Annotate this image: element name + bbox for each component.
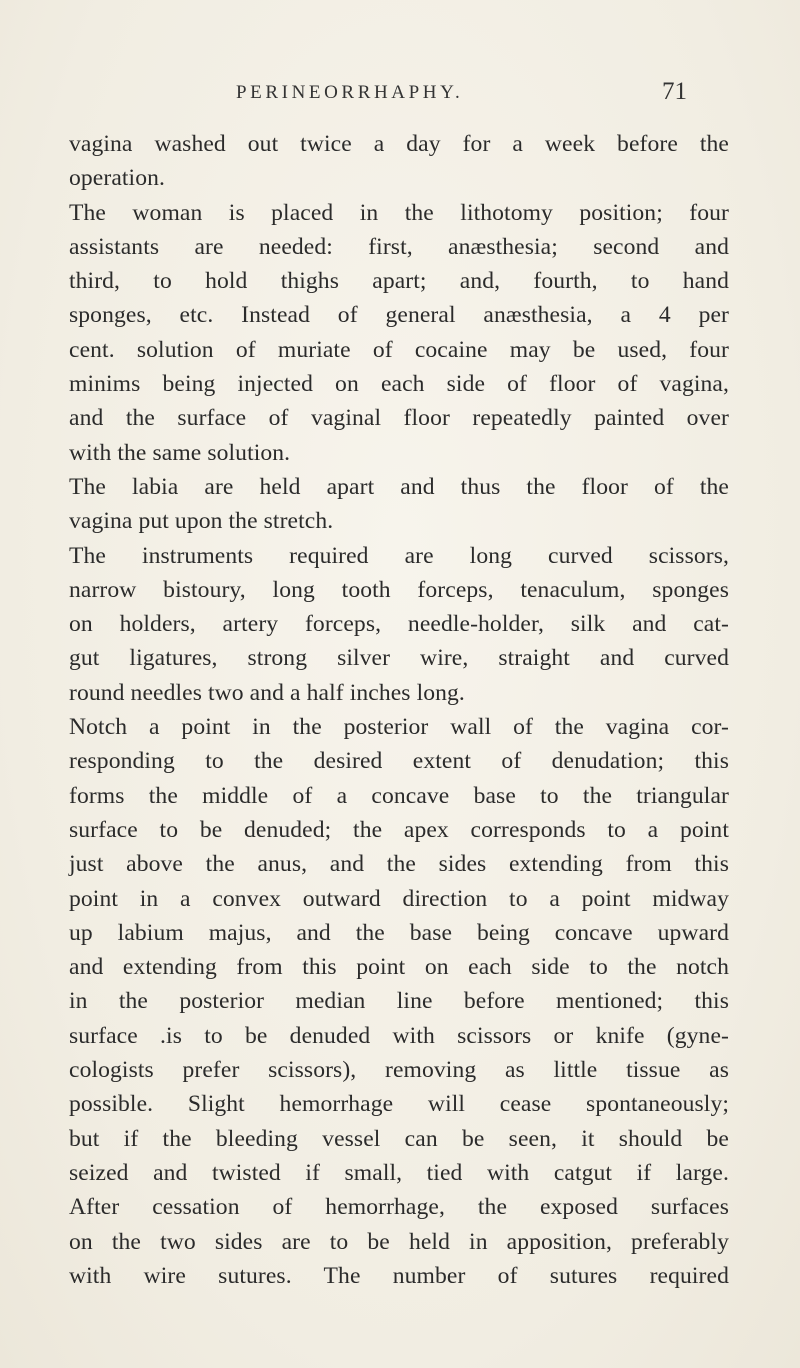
text-line: cologists prefer scissors), removing as little tissue as (69, 1057, 729, 1084)
text-line: and extending from this point on each side to the notch (69, 954, 729, 981)
text-line: with the same solution. (69, 439, 291, 466)
text-line: seized and twisted if small, tied with catgut if large. (69, 1159, 729, 1186)
text-line: After cessation of hemorrhage, the exposed surfaces (69, 1194, 729, 1221)
text-line: The instruments required are long curved scissors, (69, 542, 729, 569)
text-line: responding to the desired extent of denudation; this (69, 748, 729, 775)
text-line: sponges, etc. Instead of general anæsthesia, a 4 per (69, 302, 729, 329)
text-line: Notch a point in the posterior wall of the vagina cor- (69, 714, 729, 741)
text-line: minims being injected on each side of floor of vagina, (69, 371, 729, 398)
text-line: vagina put upon the stretch. (69, 508, 334, 535)
text-line: with wire sutures. The number of sutures required (69, 1262, 729, 1289)
text-line: cent. solution of muriate of cocaine may be used, four (69, 336, 729, 363)
text-line: round needles two and a half inches long. (69, 679, 465, 706)
text-line: possible. Slight hemorrhage will cease spontaneously; (69, 1091, 729, 1118)
text-line: on holders, artery forceps, needle-holder, silk and cat- (69, 611, 729, 638)
text-line: vagina washed out twice a day for a week before the (69, 131, 729, 157)
text-line: The woman is placed in the lithotomy position; four (69, 199, 729, 226)
text-line: third, to hold thighs apart; and, fourth, to hand (69, 268, 729, 295)
text-line: point in a convex outward direction to a point midway (69, 885, 729, 912)
text-line: surface to be denuded; the apex corresponds to a point (69, 816, 729, 843)
running-title: PERINEORRHAPHY. (236, 82, 464, 103)
running-head (0, 78, 800, 112)
text-line: operation. (69, 165, 165, 192)
text-line: up labium majus, and the base being concave upward (69, 919, 729, 946)
text-line: narrow bistoury, long tooth forceps, tenaculum, sponges (69, 576, 729, 603)
text-line: in the posterior median line before mentioned; this (69, 988, 729, 1015)
page-number: 71 (662, 78, 687, 105)
text-line: surface .is to be denuded with scissors or knife (gyne- (69, 1022, 729, 1049)
body-text (69, 127, 729, 1293)
text-line: and the surface of vaginal floor repeatedly painted over (69, 405, 729, 432)
text-line: The labia are held apart and thus the floor of the (69, 473, 729, 500)
text-line: but if the bleeding vessel can be seen, it should be (69, 1125, 729, 1152)
text-line: forms the middle of a concave base to the triangular (69, 782, 729, 809)
text-line: gut ligatures, strong silver wire, straight and curved (69, 645, 729, 672)
text-line: on the two sides are to be held in apposition, preferably (69, 1228, 729, 1255)
text-line: assistants are needed: first, anæsthesia; second and (69, 233, 729, 260)
text-line: just above the anus, and the sides extending from this (69, 851, 729, 878)
